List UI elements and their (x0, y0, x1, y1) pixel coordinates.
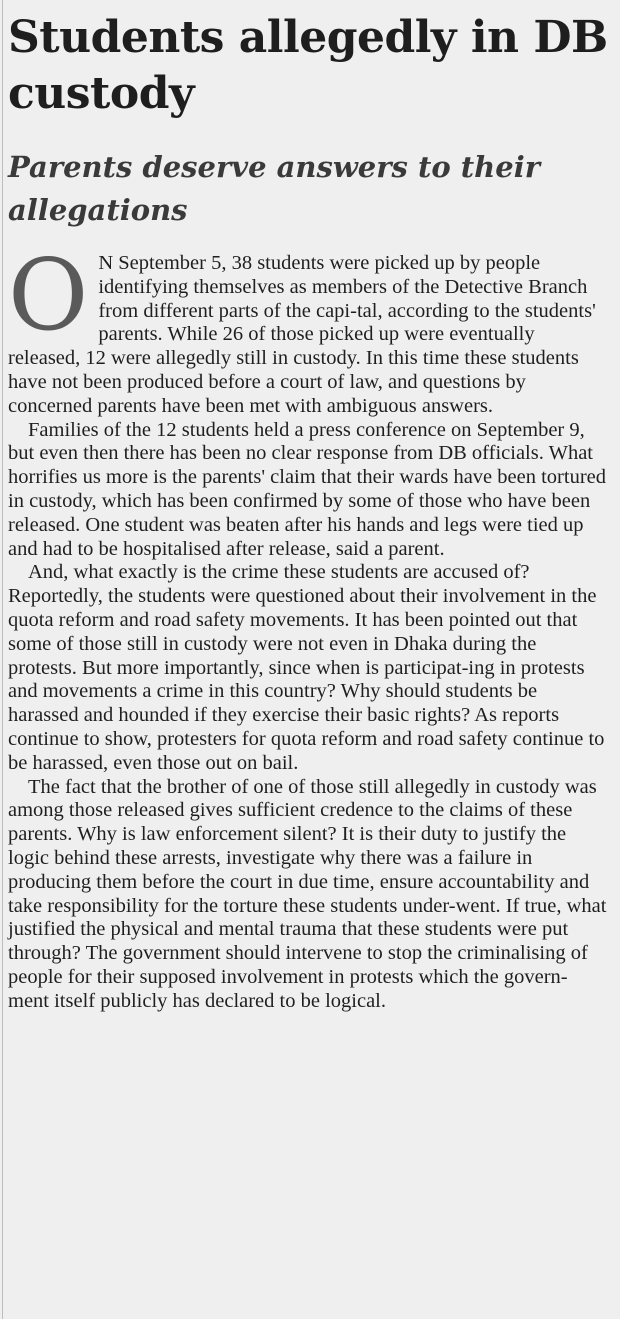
paragraph-1 (8, 239, 608, 419)
paragraph-4: The fact that the brother of one of those still allegedly in custody was among those released gives sufficient credence to the claims of these parents. Why is law enforcement silent? It is their duty to justify the logic behind these arrests, investigate why there was a failure in producing them before the court in due time, ensure accountability and take responsibility for the torture these students under-went. If true, what justified the physical and mental trauma that these students were put through? The government should intervene to stop the criminalising of people for their supposed involvement in protests which the govern-ment itself publicly has declared to be logical. (8, 775, 607, 1012)
paragraph-1-text: N September 5, 38 students were picked up by people identifying themselves as members of the Detective Branch from different parts of the capi-tal, according to the students' parents. While 26 of those picked up were eventually released, 12 were allegedly still in custody. In this time these students have not been produced before a court of law, and questions by concerned parents have been met with ambiguous answers. (8, 252, 596, 417)
paragraph-3: And, what exactly is the crime these students are accused of? Reportedly, the students were questioned about their involvement in the quota reform and road safety movements. It has been pointed out that some of those still in custody were not even in Dhaka during the protests. But more importantly, since when is participat-ing in protests and movements a crime in this country? Why should students be harassed and hounded if they exercise their basic rights? As reports continue to show, protesters for quota reform and road safety continue to be harassed, even those out on bail. (8, 561, 605, 774)
subheadline: Parents deserve answers to their allegations (8, 150, 541, 227)
headline: Students allegedly in DB custody (8, 12, 608, 119)
drop-cap: O (8, 239, 89, 353)
paragraph-2: Families of the 12 students held a press conference on September 9, but even then there has been no clear response from DB officials. What horrifies us more is the parents' claim that their wards have been tortured in custody, which has been confirmed by some of those who have been released. One student was beaten after his hands and legs were tied up and had to be hospitalised after release, said a parent. (8, 418, 606, 560)
column-rule (2, 0, 3, 1319)
article-body (8, 239, 608, 1014)
